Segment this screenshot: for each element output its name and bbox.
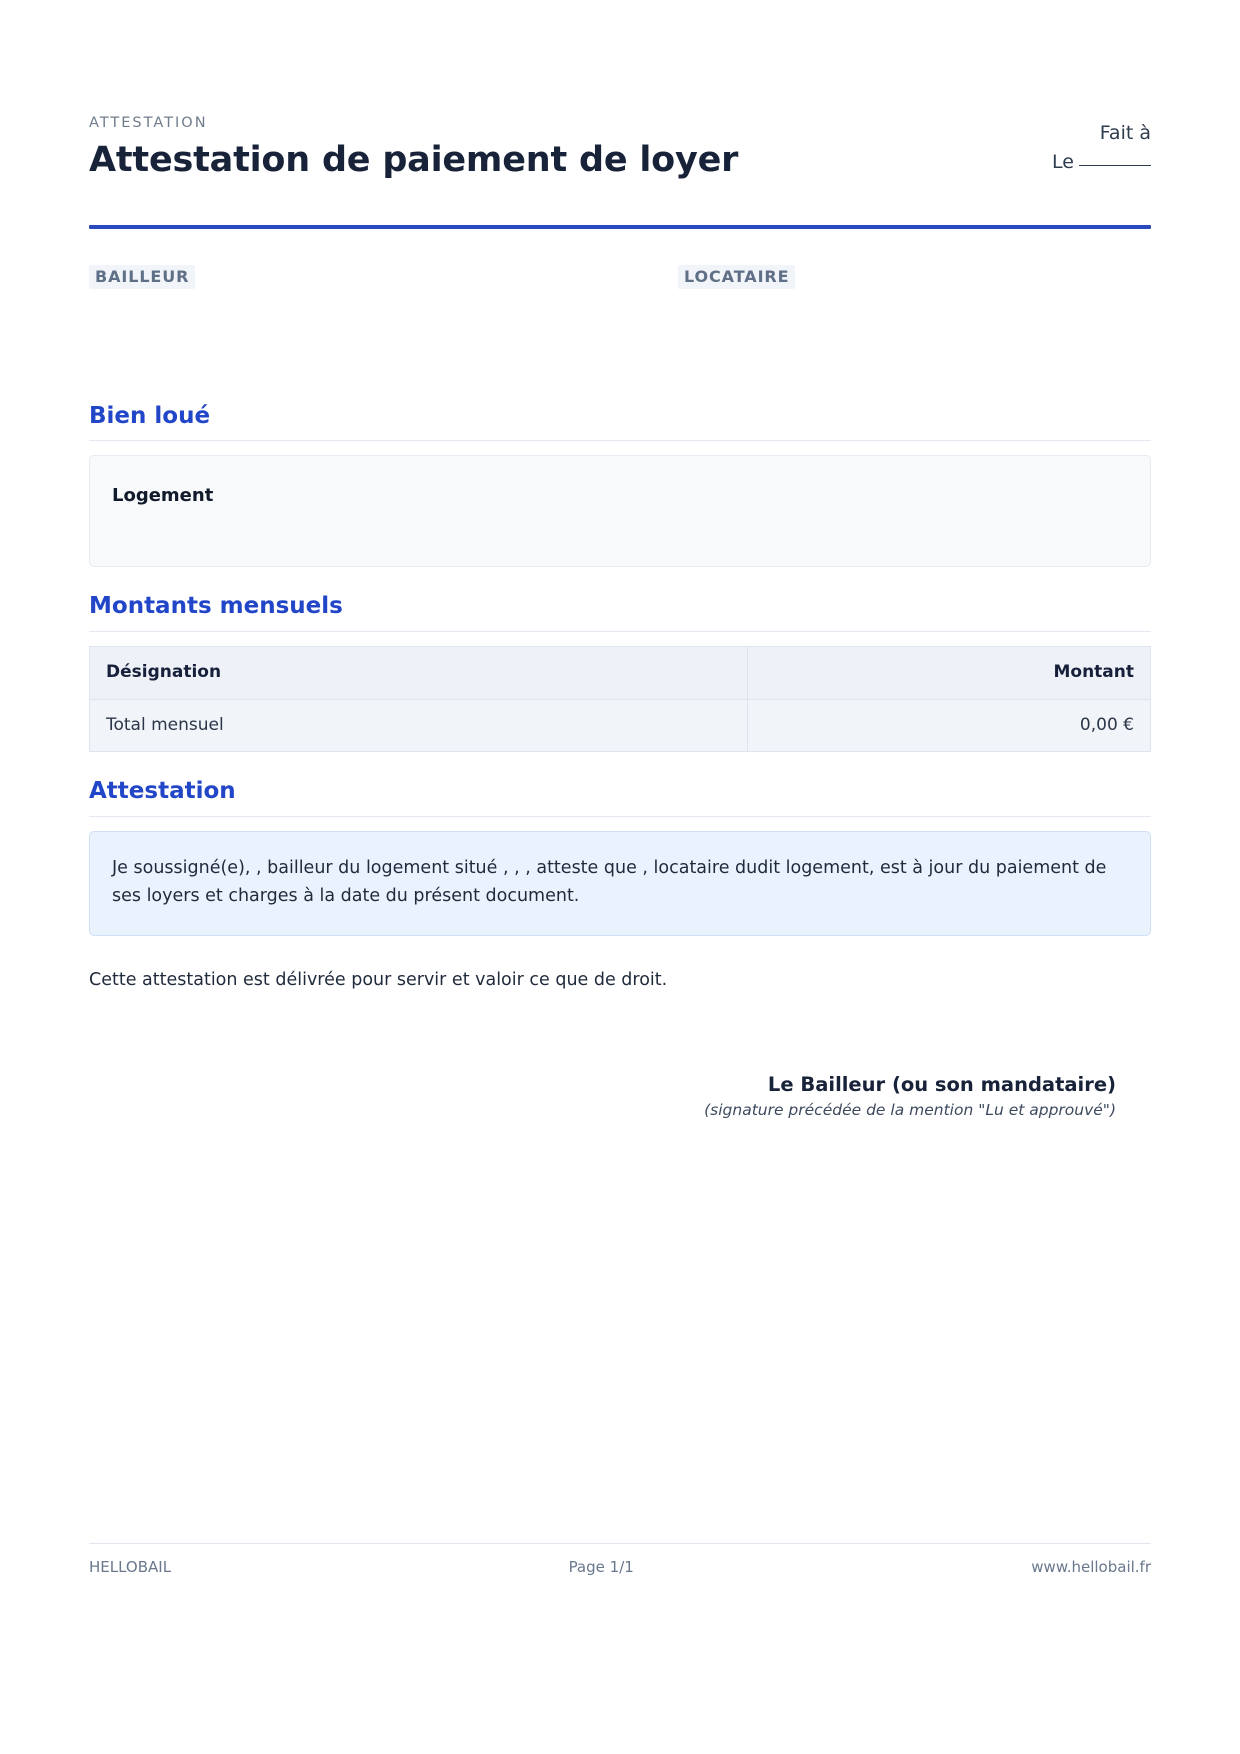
signature-note: (signature précédée de la mention "Lu et approuvé") <box>704 1101 1116 1120</box>
landlord-label: BAILLEUR <box>89 265 195 289</box>
header-title-group <box>89 115 1052 181</box>
attestation-closing-text: Cette attestation est délivrée pour servir et valoir ce que de droit. <box>89 969 668 990</box>
signature-title: Le Bailleur (ou son mandataire) <box>767 1072 1116 1096</box>
amounts-section-title: Montants mensuels <box>89 593 343 620</box>
amounts-table-body <box>90 699 1151 752</box>
document-type-eyebrow: ATTESTATION <box>89 115 208 131</box>
attestation-section <box>89 778 1151 993</box>
date-label: Le <box>1052 151 1074 174</box>
property-box <box>89 455 1151 567</box>
header-divider <box>89 225 1151 229</box>
place-row <box>1052 119 1151 148</box>
amounts-section <box>89 593 1151 752</box>
footer-page-number: Page 1/1 <box>568 1558 634 1576</box>
cell-designation: Total mensuel <box>90 699 748 752</box>
column-header-amount: Montant <box>748 646 1151 699</box>
document-footer <box>89 1543 1151 1576</box>
landlord-details <box>89 299 620 351</box>
cell-amount: 0,00 € <box>748 699 1151 752</box>
amounts-section-divider <box>89 631 1151 632</box>
property-section <box>89 403 1151 568</box>
date-row <box>1052 148 1151 177</box>
document-header <box>89 0 1151 181</box>
landlord-block <box>89 265 620 377</box>
page-title: Attestation de paiement de loyer <box>89 140 739 181</box>
footer-website: www.hellobail.fr <box>1031 1558 1151 1576</box>
table-row <box>90 699 1151 752</box>
table-header-row <box>90 646 1151 699</box>
signature-block <box>89 1072 1151 1121</box>
tenant-label: LOCATAIRE <box>678 265 795 289</box>
property-section-divider <box>89 440 1151 441</box>
tenant-block <box>620 265 1151 377</box>
footer-brand: HELLOBAIL <box>89 1558 172 1576</box>
parties-section <box>89 265 1151 377</box>
property-name: Logement <box>112 485 214 507</box>
attestation-section-divider <box>89 816 1151 817</box>
place-label: Fait à <box>1099 122 1151 144</box>
tenant-details <box>678 299 1151 351</box>
attestation-statement-box <box>89 831 1151 936</box>
date-blank-line <box>1079 165 1151 166</box>
header-place-date-group <box>1052 115 1151 178</box>
column-header-designation: Désignation <box>90 646 748 699</box>
amounts-table-head <box>90 646 1151 699</box>
amounts-table <box>89 646 1151 753</box>
attestation-statement-text: Je soussigné(e), , bailleur du logement situé , , , atteste que , locataire dudit logement, est à jour du paiement de ses loyers et charges à la date du présent document. <box>112 858 1107 907</box>
property-section-title: Bien loué <box>89 402 211 429</box>
attestation-section-title: Attestation <box>89 778 236 805</box>
